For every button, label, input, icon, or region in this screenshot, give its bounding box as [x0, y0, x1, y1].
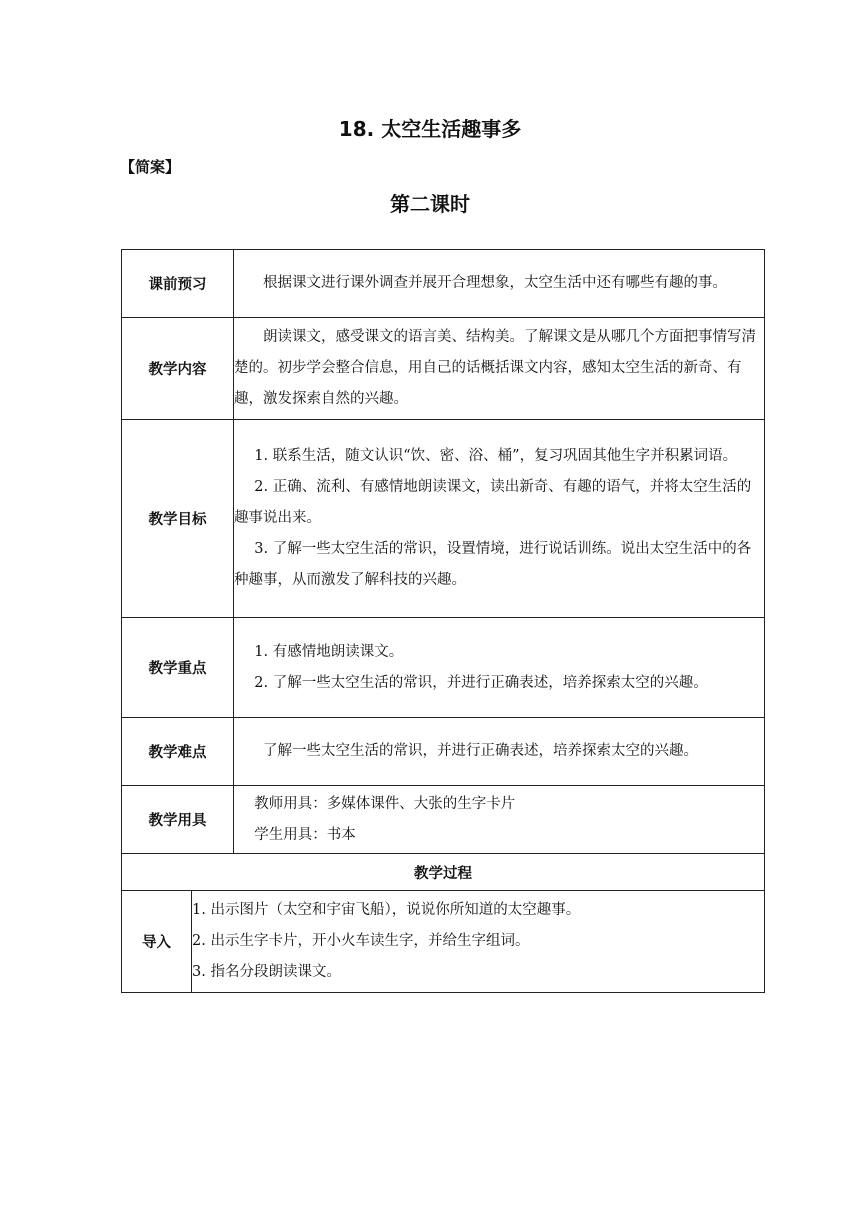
row-content: [122, 318, 765, 420]
plan-type-tag: 【简案】: [120, 158, 181, 176]
process-step: 3. 指名分段朗读课文。: [192, 964, 341, 980]
paragraph: 学生用具：书本: [254, 826, 356, 843]
row-label-difficulties: 教学难点: [122, 718, 234, 786]
row-preview: [122, 250, 765, 318]
paragraph: 2. 正确、流利、有感情地朗读课文，读出新奇、有趣的语气，并将太空生活的趣事说出来。: [234, 479, 752, 526]
lesson-plan-table: [121, 249, 765, 993]
row-materials: [122, 786, 765, 854]
document-title: 18. 太空生活趣事多: [338, 117, 522, 141]
row-difficulties: [122, 718, 765, 786]
row-label-objectives: 教学目标: [122, 420, 234, 618]
paragraph: 3. 了解一些太空生活的常识，设置情境，进行说话训练。说出太空生活中的各种趣事，从而激发了解科技的兴趣。: [234, 541, 752, 588]
paragraph: 1. 联系生活，随文认识“饮、密、浴、桶”，复习巩固其他生字并积累词语。: [254, 448, 738, 464]
row-label-key-points: 教学重点: [122, 618, 234, 718]
row-label-intro: 导入: [122, 891, 192, 993]
process-step: 1. 出示图片（太空和宇宙飞船），说说你所知道的太空趣事。: [192, 902, 581, 918]
row-content-content: [234, 318, 765, 420]
row-key-points: [122, 618, 765, 718]
row-label-materials: 教学用具: [122, 786, 234, 854]
paragraph: 了解一些太空生活的常识，并进行正确表述，培养探索太空的兴趣。: [263, 743, 698, 759]
paragraph: 朗读课文，感受课文的语言美、结构美。了解课文是从哪几个方面把事情写清楚的。初步学会整合信息，用自己的话概括课文内容，感知太空生活的新奇、有趣，激发探索自然的兴趣。: [234, 329, 756, 407]
process-heading: 教学过程: [122, 854, 765, 891]
row-content-materials: [234, 786, 765, 854]
paragraph: 2. 了解一些太空生活的常识，并进行正确表述，培养探索太空的兴趣。: [254, 674, 708, 691]
paragraph: 教师用具：多媒体课件、大张的生字卡片: [254, 795, 516, 812]
row-content-difficulties: [234, 718, 765, 786]
row-process-heading: [122, 854, 765, 891]
process-step: 2. 出示生字卡片，开小火车读生字，并给生字组词。: [192, 933, 530, 949]
row-content-preview: [234, 250, 765, 318]
row-objectives: [122, 420, 765, 618]
row-label-preview: 课前预习: [122, 250, 234, 318]
paragraph: 1. 有感情地朗读课文。: [254, 643, 404, 660]
row-label-content: 教学内容: [122, 318, 234, 420]
paragraph: 根据课文进行课外调查并展开合理想象，太空生活中还有哪些有趣的事。: [263, 275, 727, 291]
row-content-objectives: [234, 420, 765, 618]
lesson-period-title: 第二课时: [390, 192, 470, 216]
row-content-intro: [192, 891, 765, 993]
row-content-key-points: [234, 618, 765, 718]
row-intro: [122, 891, 765, 993]
